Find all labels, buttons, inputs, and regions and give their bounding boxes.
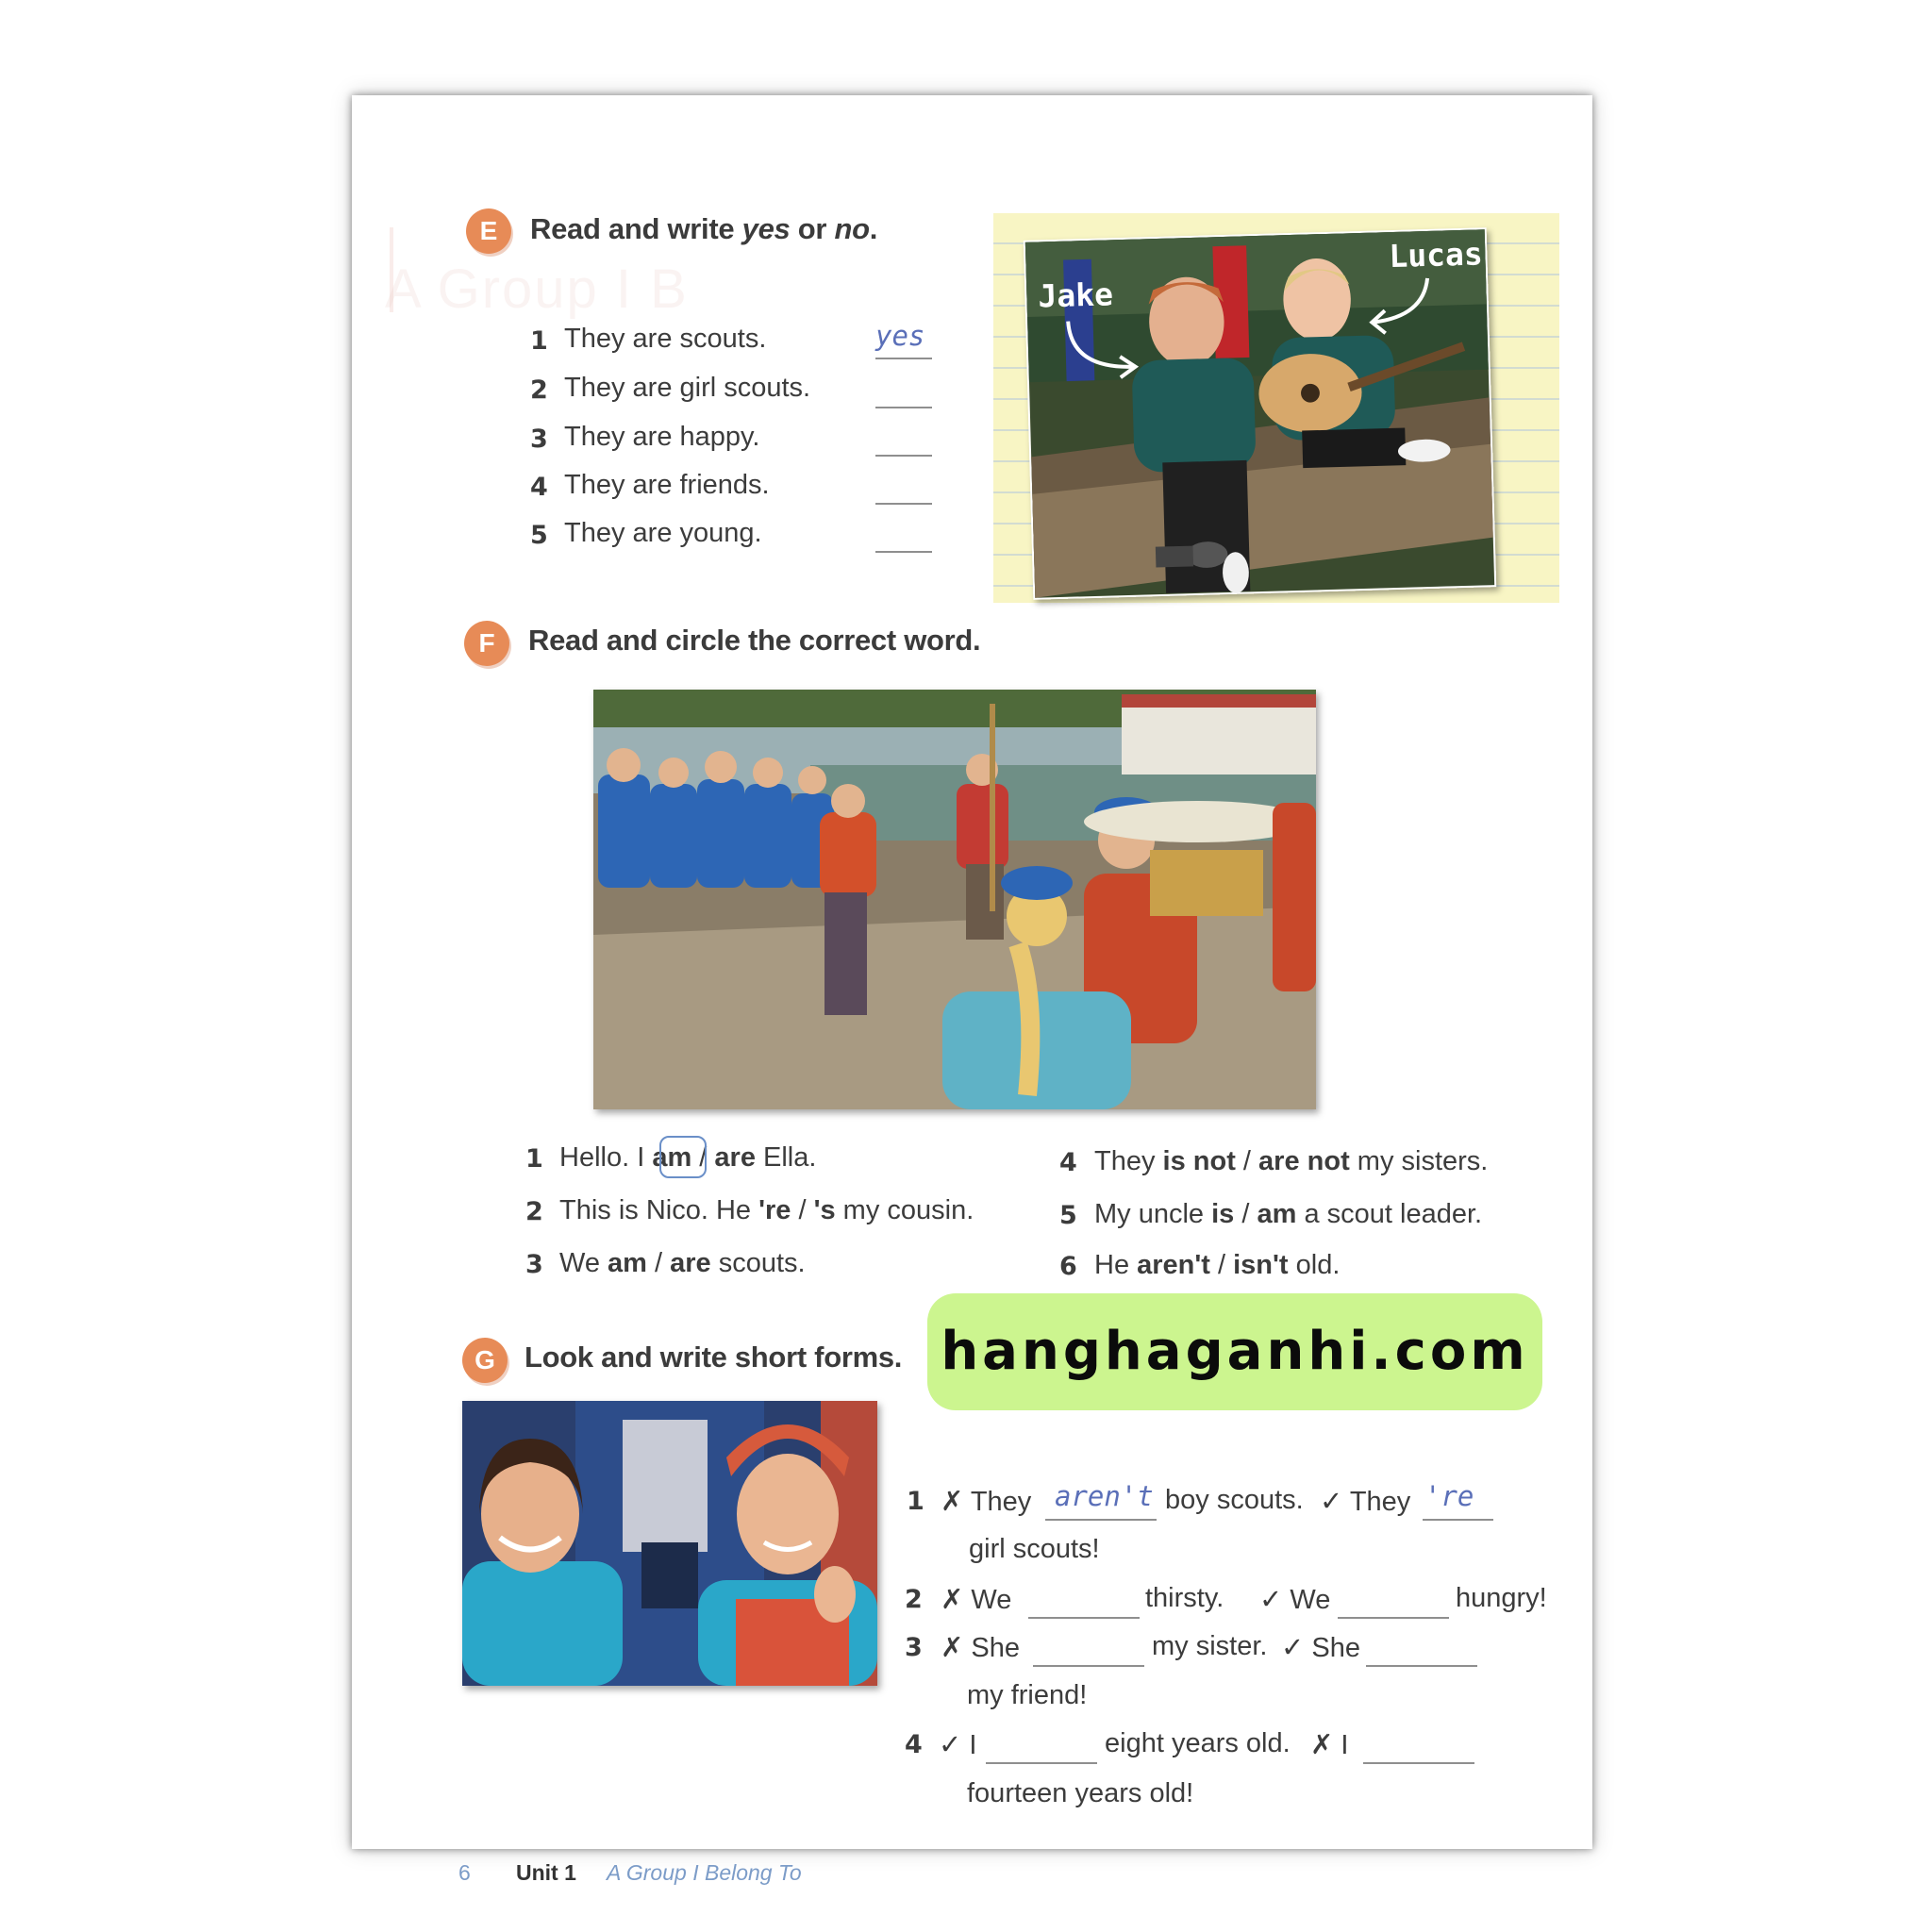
section-g-item-3-part-c: ✓ She — [1281, 1633, 1360, 1663]
section-g-item-3-part-a: ✗ She — [941, 1633, 1020, 1663]
section-g-item-4-blank-2[interactable] — [1363, 1762, 1474, 1764]
section-e-item-4-text: They are friends. — [564, 470, 770, 500]
unit-label: Unit 1 — [516, 1860, 576, 1885]
section-e-item-4-blank[interactable] — [875, 503, 932, 505]
photo-label-jake: Jake — [1037, 275, 1114, 315]
section-f-item-4-option-is-not[interactable]: is not — [1162, 1146, 1236, 1176]
section-g-item-3-blank-2[interactable] — [1366, 1665, 1477, 1667]
section-g-item-4-part-b: eight years old. — [1105, 1728, 1291, 1758]
section-f-item-5-option-am[interactable]: am — [1257, 1199, 1297, 1229]
section-g-item-1-blank-1[interactable] — [1045, 1519, 1157, 1521]
section-g-item-2-blank-2[interactable] — [1338, 1617, 1449, 1619]
faded-background-title: A Group I B — [385, 258, 689, 320]
section-g-item-1-number: 1 — [907, 1487, 924, 1516]
section-g-item-1-part-c: ✓ They — [1320, 1487, 1411, 1517]
section-g-item-1-part-b: boy scouts. — [1165, 1485, 1304, 1515]
section-g-item-4-part-a: ✓ I — [939, 1730, 977, 1760]
section-g-item-4-number: 4 — [905, 1730, 923, 1759]
circled-answer-mark — [659, 1136, 707, 1178]
section-g-heading: Look and write short forms. — [525, 1341, 903, 1374]
section-f-item-1-option-am[interactable]: am — [652, 1142, 692, 1173]
section-e-item-3-blank[interactable] — [875, 455, 932, 457]
section-g-item-2-part-d: hungry! — [1456, 1583, 1547, 1613]
section-e-item-1-blank[interactable] — [875, 358, 932, 359]
section-e-item-5-number: 5 — [530, 521, 548, 550]
section-f-item-2-option-re[interactable]: 're — [758, 1195, 791, 1225]
section-f-item-3-option-am[interactable]: am — [608, 1248, 647, 1278]
scouts-guitar-photo — [1024, 227, 1496, 600]
section-g-item-2-part-b: thirsty. — [1145, 1583, 1224, 1613]
section-g-item-3-line-2: my friend! — [967, 1680, 1088, 1710]
section-g-item-3-part-b: my sister. — [1152, 1631, 1268, 1661]
section-g-item-1-answer-2: 're — [1424, 1480, 1474, 1512]
section-g-item-3-blank-1[interactable] — [1033, 1665, 1144, 1667]
section-g-item-1-part-a: ✗ They — [941, 1487, 1032, 1517]
section-f-item-3-sentence: We am / are scouts. — [559, 1248, 806, 1278]
site-watermark-badge: hanghaganhi.com — [927, 1293, 1542, 1410]
section-e-item-3-text: They are happy. — [564, 422, 760, 452]
photo-label-lucas: Lucas — [1388, 235, 1484, 275]
section-f-item-4-number: 4 — [1059, 1148, 1077, 1177]
section-g-item-2-number: 2 — [905, 1585, 923, 1614]
section-f-item-4-sentence: They is not / are not my sisters. — [1094, 1146, 1489, 1176]
workbook-page — [352, 95, 1592, 1885]
section-e-item-2-text: They are girl scouts. — [564, 373, 811, 403]
girls-life-jackets-photo — [462, 1401, 877, 1686]
section-f-item-6-option-arent[interactable]: aren't — [1137, 1250, 1210, 1280]
section-f-item-1-sentence: Hello. I am / are Ella. — [559, 1142, 817, 1173]
section-g-item-3-number: 3 — [905, 1633, 923, 1662]
arrow-to-jake-icon — [1060, 314, 1147, 391]
section-e-item-3-number: 3 — [530, 425, 548, 454]
section-f-item-1-option-are[interactable]: are — [714, 1142, 756, 1173]
section-f-heading: Read and circle the correct word. — [528, 624, 981, 657]
section-g-item-1-line-2: girl scouts! — [969, 1534, 1100, 1564]
section-e-item-2-number: 2 — [530, 375, 548, 405]
section-f-item-1-number: 1 — [525, 1144, 543, 1174]
unit-title: A Group I Belong To — [607, 1860, 802, 1885]
section-f-item-3-number: 3 — [525, 1250, 543, 1279]
section-f-item-6-number: 6 — [1059, 1252, 1077, 1281]
section-e-item-4-number: 4 — [530, 473, 548, 502]
section-g-item-2-blank-1[interactable] — [1028, 1617, 1140, 1619]
section-e-badge: E — [466, 208, 511, 254]
section-g-item-1-blank-2[interactable] — [1423, 1519, 1493, 1521]
section-g-item-2-part-a: ✗ We — [941, 1585, 1012, 1615]
section-f-item-3-option-are[interactable]: are — [670, 1248, 711, 1278]
section-e-item-2-blank[interactable] — [875, 407, 932, 408]
section-f-item-2-number: 2 — [525, 1197, 543, 1226]
section-f-item-5-sentence: My uncle is / am a scout leader. — [1094, 1199, 1483, 1229]
section-f-item-2-sentence: This is Nico. He 're / 's my cousin. — [559, 1195, 974, 1225]
section-g-item-1-answer-1: aren't — [1055, 1480, 1154, 1512]
section-g-badge: G — [462, 1338, 508, 1383]
section-f-item-6-sentence: He aren't / isn't old. — [1094, 1250, 1341, 1280]
page-number: 6 — [458, 1860, 471, 1885]
section-g-item-2-part-c: ✓ We — [1259, 1585, 1331, 1615]
section-e-item-5-text: They are young. — [564, 518, 762, 548]
arrow-to-lucas-icon — [1361, 274, 1439, 341]
section-f-item-5-option-is[interactable]: is — [1211, 1199, 1235, 1229]
section-e-item-1-answer: yes — [875, 320, 925, 352]
section-g-item-4-line-2: fourteen years old! — [967, 1778, 1194, 1808]
section-f-item-2-option-s[interactable]: 's — [813, 1195, 836, 1225]
section-e-item-1-number: 1 — [530, 326, 548, 356]
section-e-item-5-blank[interactable] — [875, 551, 932, 553]
section-g-item-4-part-c: ✗ I — [1310, 1730, 1349, 1760]
section-f-item-6-option-isnt[interactable]: isn't — [1233, 1250, 1289, 1280]
section-f-badge: F — [464, 621, 509, 666]
section-f-item-5-number: 5 — [1059, 1201, 1077, 1230]
section-e-heading: Read and write yes or no. — [530, 212, 878, 245]
section-e-item-1-text: They are scouts. — [564, 324, 767, 354]
section-g-item-4-blank-1[interactable] — [986, 1762, 1097, 1764]
section-f-item-4-option-are-not[interactable]: are not — [1258, 1146, 1350, 1176]
scouts-canoe-group-photo — [593, 690, 1316, 1109]
